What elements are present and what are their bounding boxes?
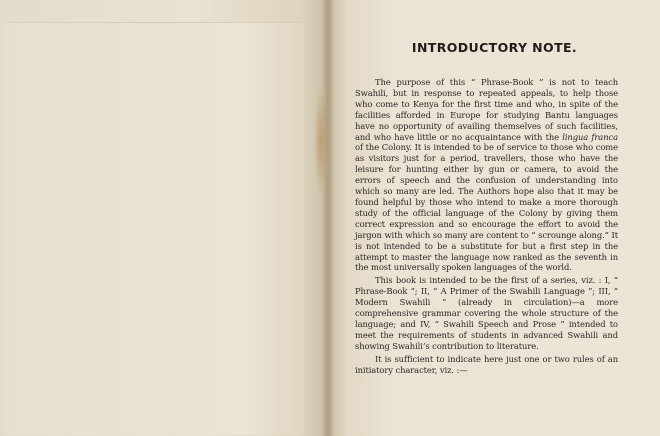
lingua-franca-italic: lingua franca bbox=[562, 131, 618, 142]
page-title: INTRODUCTORY NOTE. bbox=[411, 40, 578, 55]
paragraph-purpose bbox=[355, 77, 618, 273]
introductory-note bbox=[355, 40, 618, 377]
left-page bbox=[0, 0, 328, 436]
paragraph-series: This book is intended to be the first of a series, viz. : I, “ Phrase-Book ”; II, “ A Primer of the Swahili Language ”; III, “ Modern Swahili ” (already in circulation)—a more comprehensive grammar covering the whole structure of the language; and IV, “ Swahili Speech and Prose ” intended to meet the requirements of students in advanced Swahili and showing Swahili’s contribution to literature. bbox=[355, 275, 618, 351]
left-page-leaf bbox=[4, 22, 304, 435]
foxing-stain bbox=[314, 86, 328, 196]
paragraph-purpose-text-b: of the Colony. It is intended to be of service to those who come as visitors just for a period, travellers, those who have the leisure for hunting either by gun or camera, to avoid the errors of speech and the confusion of understanding into which so many are led. The Authors hope also that it may be found helpful by those who intend to make a more thorough study of the official language of the Colony by giving them correct expression and so encourage the effort to avoid the jargon with which so many are content to “ scrounge along.” It is not intended to be a substitute for but a first step in the attempt to master the language now ranked as the seventh in the most universally spoken languages of the world. bbox=[355, 142, 618, 273]
book-gutter bbox=[322, 0, 334, 436]
paragraph-purpose-text-a: The purpose of this “ Phrase-Book ” is not to teach Swahili, but in response to repeated appeals, to help those who come to Kenya for the first time and who, in spite of the facilities afforded in Europe for studying Bantu languages have no opportunity of availing themselves of such facilities, and who have little or no acquaintance with the bbox=[355, 77, 618, 142]
paragraph-rules: It is sufficient to indicate here just one or two rules of an initiatory character, viz. :— bbox=[355, 353, 618, 375]
